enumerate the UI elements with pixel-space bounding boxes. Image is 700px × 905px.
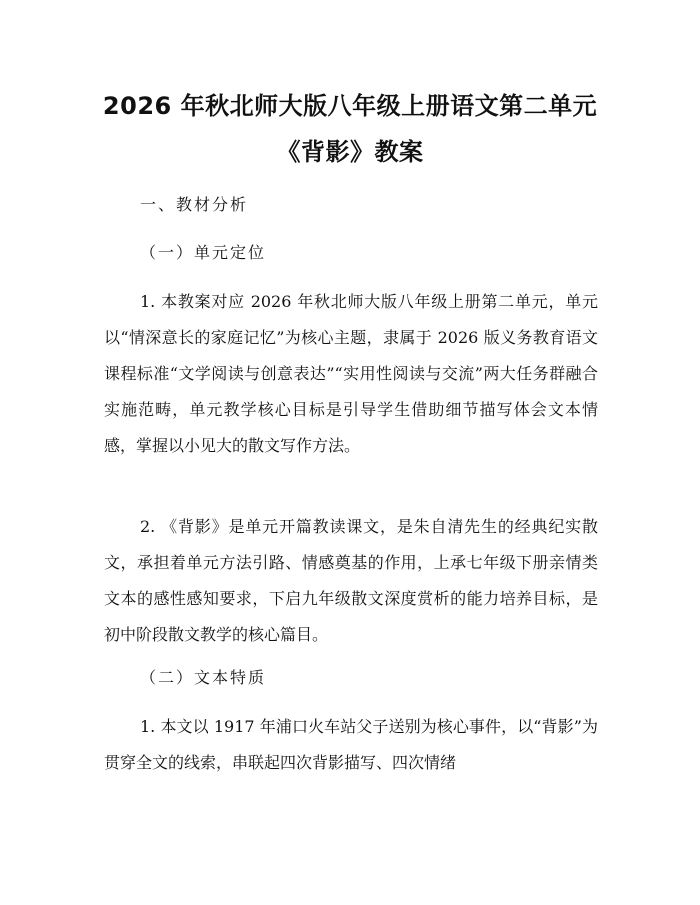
paragraph-unit-positioning-2: 2. 《背影》是单元开篇教读课文，是朱自清先生的经典纪实散文，承担着单元方法引路、情感奠基的作用，上承七年级下册亲情类文本的感性感知要求，下启九年级散文深度赏析的能力培养目标，是初中阶段散文教学的核心篇目。 [104, 517, 598, 644]
section-heading-textbook-analysis: 一、教材分析 [140, 195, 249, 214]
document-title-line-1: 2026 年秋北师大版八年级上册语文第二单元 [102, 92, 598, 120]
document-title-line-2: 《背影》教案 [276, 138, 424, 166]
paragraph-text-characteristics-1: 1. 本文以 1917 年浦口火车站父子送别为核心事件，以“背影”为贯穿全文的线索，串联起四次背影描写、四次情绪 [104, 717, 598, 772]
paragraph-unit-positioning-1: 1. 本教案对应 2026 年秋北师大版八年级上册第二单元，单元以“情深意长的家庭记忆”为核心主题，隶属于 2026 版义务教育语文课程标准“文学阅读与创意表达”“实用性阅读与交流”两大任务群融合实施范畴，单元教学核心目标是引导学生借助细节描写体会文本情感，掌握以小见大的散文写作方法。 [104, 292, 598, 455]
subsection-heading-unit-positioning: （一）单元定位 [140, 243, 267, 262]
subsection-heading-text-characteristics: （二）文本特质 [140, 668, 267, 687]
